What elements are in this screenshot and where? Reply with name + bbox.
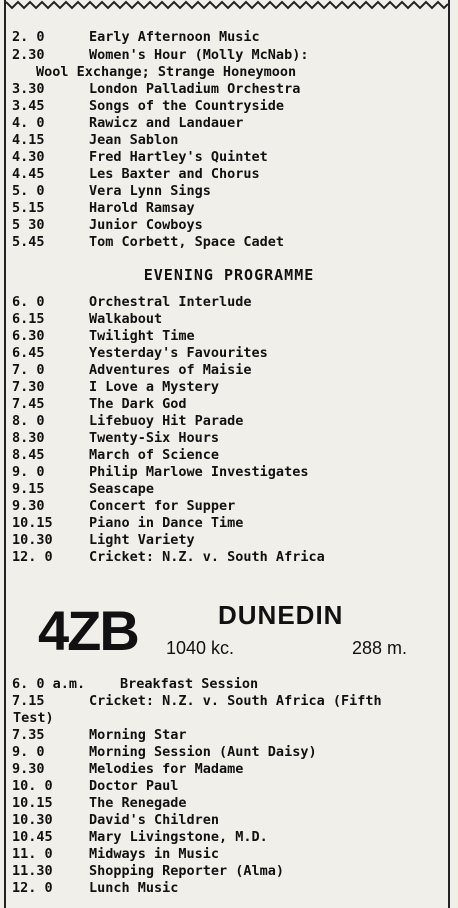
listing-title: Light Variety <box>89 532 195 548</box>
listing-time: 5.15 <box>12 200 45 216</box>
station-call-sign: 4ZB <box>38 599 138 662</box>
listing-title: Doctor Paul <box>89 778 179 794</box>
listing-time: 12. 0 <box>12 549 53 565</box>
listing-time: 9. 0 <box>12 744 45 760</box>
listing-time: 6.15 <box>12 311 45 327</box>
listing-title: Women's Hour (Molly McNab): <box>89 47 309 63</box>
listing-time: 9.30 <box>12 761 45 777</box>
listing-title: Breakfast Session <box>120 676 259 692</box>
listing-time: 6.30 <box>12 328 45 344</box>
listing-title: Twenty-Six Hours <box>89 430 220 446</box>
listing-title: Seascape <box>89 481 155 497</box>
listing-title: Morning Star <box>89 727 187 743</box>
listing-time: 6.45 <box>12 345 45 361</box>
listing-time: 5.45 <box>12 234 45 250</box>
listing-title: Jean Sablon <box>89 132 179 148</box>
listing-time: 11.30 <box>12 863 53 879</box>
listing-title: Early Afternoon Music <box>89 29 260 45</box>
listing-time: 5 30 <box>12 217 45 233</box>
listing-title: Philip Marlowe Investigates <box>89 464 309 480</box>
listing-time: 3.45 <box>12 98 45 114</box>
listing-time: 4.15 <box>12 132 45 148</box>
listing-title-continuation: Test) <box>13 710 54 726</box>
listing-title: Rawicz and Landauer <box>89 115 244 131</box>
listing-time: 7. 0 <box>12 362 45 378</box>
listing-time: 5. 0 <box>12 183 45 199</box>
listing-title: Orchestral Interlude <box>89 294 252 310</box>
listing-title: Shopping Reporter (Alma) <box>89 863 285 879</box>
listing-time: 3.30 <box>12 81 45 97</box>
listing-title: Cricket: N.Z. v. South Africa (Fifth <box>89 693 382 709</box>
listing-time: 7.15 <box>12 693 45 709</box>
listing-time: 8.30 <box>12 430 45 446</box>
listing-title: Twilight Time <box>89 328 195 344</box>
listing-title: Mary Livingstone, M.D. <box>89 829 268 845</box>
listing-time: 4.45 <box>12 166 45 182</box>
listing-title: Junior Cowboys <box>89 217 203 233</box>
listing-title: Melodies for Madame <box>89 761 244 777</box>
listing-time: 10.15 <box>12 795 53 811</box>
listing-title: Lifebuoy Hit Parade <box>89 413 244 429</box>
listing-title: David's Children <box>89 812 220 828</box>
listing-time: 10.30 <box>12 812 53 828</box>
listing-title: March of Science <box>89 447 220 463</box>
listing-time: 9.30 <box>12 498 45 514</box>
listing-title: Morning Session (Aunt Daisy) <box>89 744 317 760</box>
listing-time: 8. 0 <box>12 413 45 429</box>
listing-time: 10. 0 <box>12 778 53 794</box>
listing-title: London Palladium Orchestra <box>89 81 301 97</box>
listing-time: 6. 0 <box>12 294 45 310</box>
listing-title: Cricket: N.Z. v. South Africa <box>89 549 325 565</box>
station-city: DUNEDIN <box>218 600 344 630</box>
listing-title: Vera Lynn Sings <box>89 183 211 199</box>
listing-title-continuation: Wool Exchange; Strange Honeymoon <box>36 64 297 80</box>
evening-programme-heading: EVENING PROGRAMME <box>143 266 315 284</box>
listing-time: 9. 0 <box>12 464 45 480</box>
listing-time: 9.15 <box>12 481 45 497</box>
listing-title: Songs of the Countryside <box>89 98 285 114</box>
listing-time: 7.45 <box>12 396 45 412</box>
listing-time: 6. 0 a.m. <box>12 676 86 692</box>
listing-time: 2. 0 <box>12 29 45 45</box>
listing-title: Lunch Music <box>89 880 179 896</box>
left-column-rule <box>4 0 6 908</box>
decorative-zigzag-border <box>6 0 448 10</box>
listing-title: I Love a Mystery <box>89 379 220 395</box>
station-wavelength: 288 m. <box>352 638 408 658</box>
listing-title: Walkabout <box>89 311 163 327</box>
listing-title: The Dark God <box>89 396 187 412</box>
listing-time: 7.35 <box>12 727 45 743</box>
listing-title: Les Baxter and Chorus <box>89 166 260 182</box>
listing-time: 7.30 <box>12 379 45 395</box>
listing-title: Harold Ramsay <box>89 200 195 216</box>
listing-time: 11. 0 <box>12 846 53 862</box>
listing-title: Midways in Music <box>89 846 220 862</box>
listing-time: 10.15 <box>12 515 53 531</box>
listing-time: 10.45 <box>12 829 53 845</box>
listing-time: 12. 0 <box>12 880 53 896</box>
station-frequency: 1040 kc. <box>166 638 235 658</box>
right-column-rule <box>448 0 450 908</box>
listing-title: Piano in Dance Time <box>89 515 244 531</box>
listing-title: Tom Corbett, Space Cadet <box>89 234 285 250</box>
listing-time: 8.45 <box>12 447 45 463</box>
listing-time: 4. 0 <box>12 115 45 131</box>
listing-time: 4.30 <box>12 149 45 165</box>
listing-title: Yesterday's Favourites <box>89 345 268 361</box>
listing-time: 2.30 <box>12 47 45 63</box>
listing-title: The Renegade <box>89 795 187 811</box>
listing-time: 10.30 <box>12 532 53 548</box>
listing-title: Adventures of Maisie <box>89 362 252 378</box>
listing-title: Concert for Supper <box>89 498 236 514</box>
listing-title: Fred Hartley's Quintet <box>89 149 268 165</box>
